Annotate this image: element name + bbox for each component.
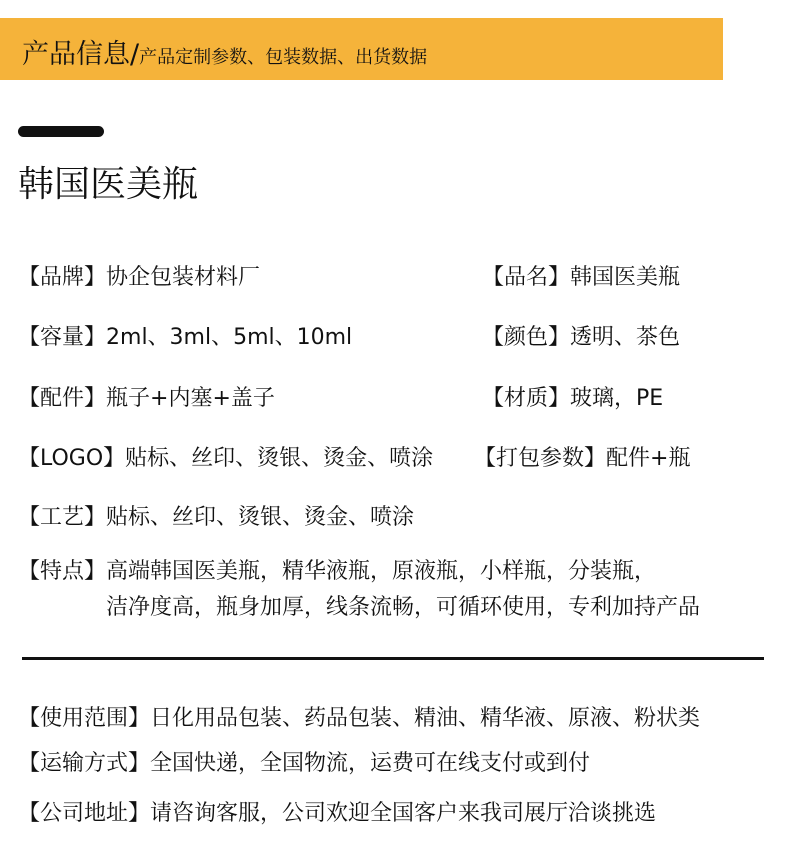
extra-shipping bbox=[18, 748, 590, 780]
spec-material-value: 玻璃，PE bbox=[570, 386, 664, 411]
spec-features-line2: 洁净度高，瓶身加厚，线条流畅，可循环使用，专利加持产品 bbox=[106, 595, 701, 620]
spec-brand-value: 协企包装材料厂 bbox=[106, 265, 261, 290]
extra-shipping-label: 【运输方式】 bbox=[18, 751, 151, 776]
section-divider bbox=[22, 657, 764, 660]
header-main-text: 产品信息/ bbox=[22, 39, 140, 70]
spec-features-line1: 高端韩国医美瓶，精华液瓶，原液瓶，小样瓶，分装瓶， bbox=[106, 559, 657, 584]
spec-material-label: 【材质】 bbox=[482, 386, 571, 411]
spec-color-value: 透明、茶色 bbox=[570, 325, 681, 350]
spec-parts bbox=[18, 383, 275, 415]
extra-usage bbox=[18, 703, 700, 735]
spec-logo-label: 【LOGO】 bbox=[18, 446, 126, 471]
spec-packing-value: 配件+瓶 bbox=[606, 446, 691, 471]
product-title: 韩国医美瓶 bbox=[18, 164, 199, 205]
spec-features-continued bbox=[106, 592, 700, 624]
spec-parts-value: 瓶子+内塞+盖子 bbox=[106, 386, 275, 411]
spec-name bbox=[482, 262, 680, 294]
spec-brand-label: 【品牌】 bbox=[18, 265, 107, 290]
spec-name-value: 韩国医美瓶 bbox=[570, 265, 681, 290]
spec-material bbox=[482, 383, 663, 415]
spec-capacity-label: 【容量】 bbox=[18, 325, 107, 350]
spec-color-label: 【颜色】 bbox=[482, 325, 571, 350]
header-title bbox=[22, 32, 427, 71]
extra-address bbox=[18, 798, 656, 830]
extra-address-label: 【公司地址】 bbox=[18, 801, 151, 826]
spec-craft-label: 【工艺】 bbox=[18, 505, 107, 530]
spec-logo-value: 贴标、丝印、烫银、烫金、喷涂 bbox=[125, 446, 434, 471]
spec-logo bbox=[18, 443, 433, 475]
header-banner bbox=[0, 18, 723, 80]
extra-address-value: 请咨询客服，公司欢迎全国客户来我司展厅洽谈挑选 bbox=[150, 801, 657, 826]
spec-craft bbox=[18, 502, 414, 534]
spec-features bbox=[18, 556, 656, 588]
spec-packing bbox=[474, 443, 690, 475]
spec-name-label: 【品名】 bbox=[482, 265, 571, 290]
extra-shipping-value: 全国快递，全国物流，运费可在线支付或到付 bbox=[150, 751, 591, 776]
spec-craft-value: 贴标、丝印、烫银、烫金、喷涂 bbox=[106, 505, 415, 530]
spec-capacity bbox=[18, 322, 352, 354]
spec-color bbox=[482, 322, 680, 354]
extra-usage-value: 日化用品包装、药品包装、精油、精华液、原液、粉状类 bbox=[150, 706, 701, 731]
spec-brand bbox=[18, 262, 260, 294]
header-sub-text: 产品定制参数、包装数据、出货数据 bbox=[139, 47, 428, 68]
title-accent-bar bbox=[18, 126, 104, 137]
spec-features-label: 【特点】 bbox=[18, 559, 107, 584]
spec-parts-label: 【配件】 bbox=[18, 386, 107, 411]
spec-packing-label: 【打包参数】 bbox=[474, 446, 607, 471]
extra-usage-label: 【使用范围】 bbox=[18, 706, 151, 731]
spec-capacity-value: 2ml、3ml、5ml、10ml bbox=[106, 325, 353, 350]
